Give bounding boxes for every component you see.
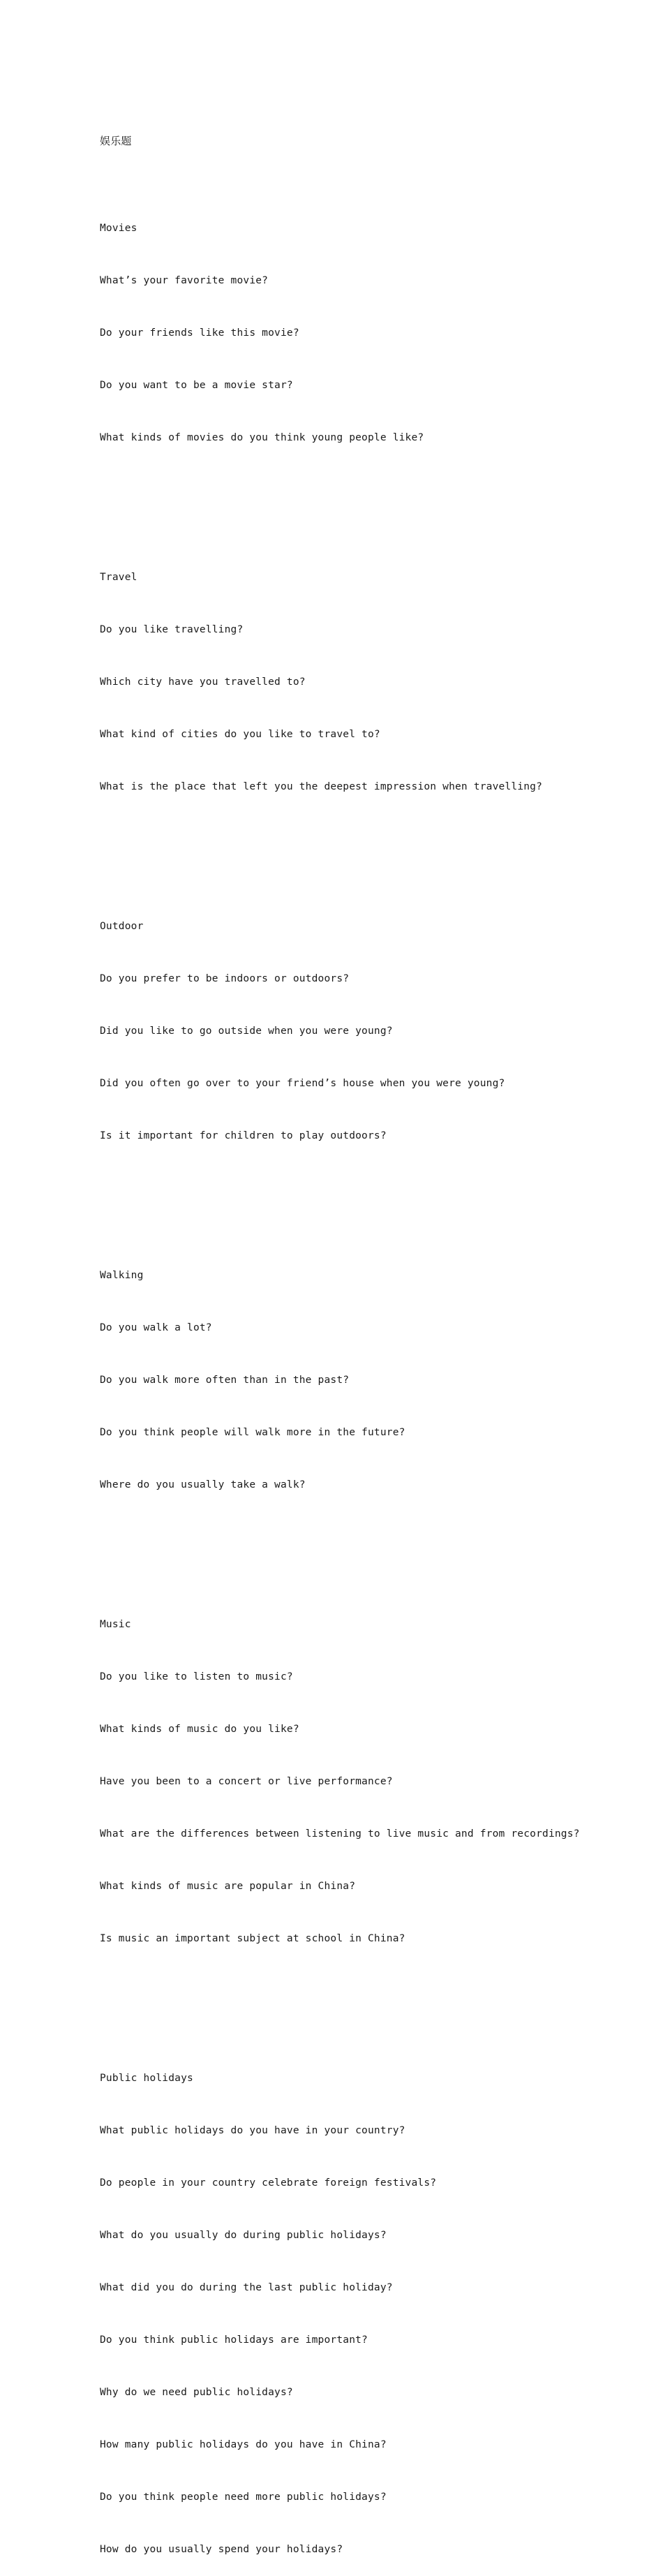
question-item: Which city have you travelled to? xyxy=(100,676,306,688)
question-item: How do you usually spend your holidays? xyxy=(100,2544,343,2555)
section-spacer xyxy=(100,1180,651,1197)
question-item: What kinds of music do you like? xyxy=(100,1724,299,1735)
question-item: Do you prefer to be indoors or outdoors? xyxy=(100,973,350,984)
question-item: What kind of cities do you like to travel to? xyxy=(100,729,380,740)
question-item: Did you like to go outside when you were young? xyxy=(100,1026,393,1037)
question-item: What public holidays do you have in your country? xyxy=(100,2125,405,2136)
section-heading-walking: Walking xyxy=(100,1270,144,1281)
section-heading-public-holidays: Public holidays xyxy=(100,2073,193,2084)
section-heading-movies: Movies xyxy=(100,223,137,234)
question-item: Do you think people will walk more in the future? xyxy=(100,1427,405,1438)
question-item: Do you think public holidays are important? xyxy=(100,2334,368,2346)
section-spacer xyxy=(100,1983,651,2000)
document-body xyxy=(100,98,651,2576)
section-heading-outdoor: Outdoor xyxy=(100,921,144,932)
question-item: Why do we need public holidays? xyxy=(100,2387,293,2398)
question-item: What kinds of movies do you think young people like? xyxy=(100,432,424,443)
question-item: Do people in your country celebrate foreign festivals? xyxy=(100,2177,437,2189)
question-item: Do you want to be a movie star? xyxy=(100,380,293,391)
question-item: How many public holidays do you have in China? xyxy=(100,2439,387,2450)
question-item: Is it important for children to play outdoors? xyxy=(100,1130,387,1141)
question-item: Do you like travelling? xyxy=(100,624,244,635)
section-spacer xyxy=(100,482,651,499)
document-title: 娱乐题 xyxy=(100,135,132,147)
question-item: What did you do during the last public holiday? xyxy=(100,2282,393,2293)
question-item: Do you think people need more public holidays? xyxy=(100,2492,387,2503)
question-item: What do you usually do during public holidays? xyxy=(100,2230,387,2241)
question-item: What is the place that left you the deepest impression when travelling? xyxy=(100,781,543,792)
question-item: What are the differences between listening to live music and from recordings? xyxy=(100,1828,580,1840)
question-item: What kinds of music are popular in China? xyxy=(100,1881,356,1892)
question-item: Have you been to a concert or live performance? xyxy=(100,1776,393,1787)
section-spacer xyxy=(100,831,651,848)
question-item: Do you walk more often than in the past? xyxy=(100,1375,350,1386)
question-item: Where do you usually take a walk? xyxy=(100,1479,306,1490)
question-item: What’s your favorite movie? xyxy=(100,275,269,286)
question-item: Do you like to listen to music? xyxy=(100,1671,293,1682)
section-spacer xyxy=(100,1529,651,1546)
question-item: Is music an important subject at school in China? xyxy=(100,1933,405,1944)
question-item: Did you often go over to your friend’s house when you were young? xyxy=(100,1078,505,1089)
section-heading-travel: Travel xyxy=(100,572,137,583)
question-item: Do your friends like this movie? xyxy=(100,327,299,339)
question-item: Do you walk a lot? xyxy=(100,1322,212,1333)
section-heading-music: Music xyxy=(100,1619,131,1630)
